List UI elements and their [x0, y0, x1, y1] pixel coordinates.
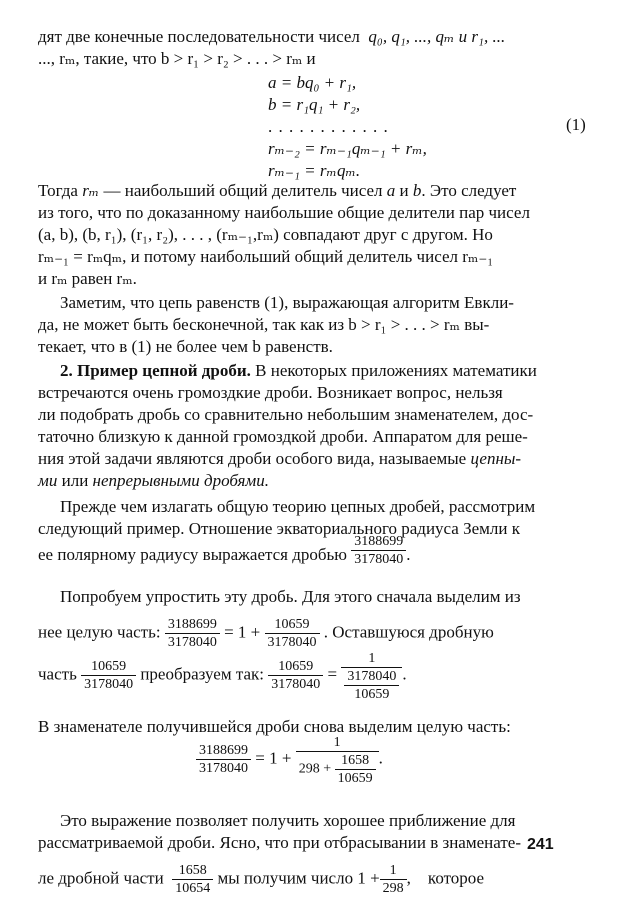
text-line: ..., rₘ, такие, что b > r₁ > r₂ > . . . > rₘ и: [38, 49, 316, 68]
equation-number: (1): [566, 115, 586, 134]
fraction: $\frac{3188699}{3178040}$: [196, 742, 251, 777]
text-line: Прежде чем излагать общую теорию цепных дробей, рассмотрим: [60, 497, 536, 516]
text-line: из того, что по доказанному наибольшие общие делители пар чисел: [38, 203, 530, 222]
text-line: встречаются очень громоздкие дроби. Возникает вопрос, нельзя: [38, 383, 503, 402]
fraction: $\frac{3178040}{10659}$: [344, 668, 399, 703]
text-line: ми или непрерывными дробями.: [38, 471, 270, 490]
compound-fraction: 1 298 + $\frac{1658}{10659}$: [296, 734, 379, 787]
equation-line: rₘ₋₂ = rₘ₋₁qₘ₋₁ + rₘ,: [268, 139, 427, 158]
text-line: таточно близкую к данной громоздкой дроби. Аппаратом для реше-: [38, 427, 528, 446]
fraction: $\frac{3188699}{3178040}$: [165, 616, 220, 651]
text-line: часть $\frac{10659}{3178040}$ преобразуем так: $\frac{10659}{3178040}$ = $\frac{1}{\frac{3178040}{10659}}$ .: [38, 651, 407, 702]
text-line: ее полярному радиусу выражается дробью $\frac{3188699}{3178040}$ .: [38, 533, 411, 567]
text-line: нее целую часть: $\frac{3188699}{3178040}$ = 1 + $\frac{10659}{3178040}$ . Оставшуюся дробную: [38, 617, 494, 650]
text-line: Это выражение позволяет получить хорошее приближение для: [60, 811, 516, 830]
equation-line: rₘ₋₁ = rₘqₘ.: [268, 161, 361, 180]
text-line: (a, b), (b, r₁), (r₁, r₂), . . . , (rₘ₋₁,rₘ) совпадают друг с другом. Но: [38, 225, 493, 244]
text-line: и rₘ равен rₘ.: [38, 269, 137, 288]
section-heading-line: 2. Пример цепной дроби. В некоторых приложениях математики: [60, 361, 537, 380]
text-line: rₘ₋₁ = rₘqₘ, и потому наибольший общий делитель чисел rₘ₋₁: [38, 247, 494, 266]
text-line: дят две конечные последовательности чисел q₀, q₁, ..., qₘ и r₁, ...: [38, 27, 506, 46]
fraction: $\frac{1658}{10659}$: [335, 752, 376, 787]
text-line: Заметим, что цепь равенств (1), выражающая алгоритм Евкли-: [60, 293, 514, 312]
section-title: 2. Пример цепной дроби.: [60, 361, 251, 380]
fraction: $\frac{3188699}{3178040}$: [351, 533, 406, 568]
page-number: 241: [527, 836, 554, 853]
text-line: Попробуем упростить эту дробь. Для этого сначала выделим из: [60, 587, 521, 606]
fraction: $\frac{10659}{3178040}$: [268, 658, 323, 693]
text-line: ния этой задачи являются дроби особого вида, называемые цепны-: [38, 449, 522, 468]
text-line: да, не может быть бесконечной, так как из b > r₁ > . . . > rₘ вы-: [38, 315, 490, 334]
text-line: ли подобрать дробь со сравнительно небольшим знаменателем, дос-: [38, 405, 534, 424]
text-line: следующий пример. Отношение экваториального радиуса Земли к: [38, 519, 521, 538]
continued-fraction-equation: $\frac{3188699}{3178040}$ = 1 + 1 298 + $\frac{1658}{10659}$ .: [196, 742, 383, 787]
text-line: В знаменателе получившейся дроби снова выделим целую часть:: [38, 717, 511, 736]
text-line: рассматриваемой дроби. Ясно, что при отбрасывании в знаменате-: [38, 833, 521, 852]
text-line: ле дробной части $\frac{1658}{10654}$ мы получим число 1 + $\frac{1}{298}$ , которое: [38, 863, 485, 896]
text-line: Тогда rₘ — наибольший общий делитель чисел a и b. Это следует: [38, 181, 517, 200]
compound-fraction: $\frac{1}{\frac{3178040}{10659}}$: [341, 650, 402, 703]
fraction: $\frac{10659}{3178040}$: [265, 616, 320, 651]
equation-ellipsis: . . . . . . . . . . . .: [268, 117, 389, 136]
equation-line: b = r₁q₁ + r₂,: [268, 95, 361, 114]
fraction: $\frac{10659}{3178040}$: [81, 658, 136, 693]
fraction: $\frac{1658}{10654}$: [172, 862, 213, 897]
text-line: текает, что в (1) не более чем b равенств.: [38, 337, 333, 356]
fraction: $\frac{1}{298}$: [380, 862, 407, 897]
equation-line: a = bq₀ + r₁,: [268, 73, 357, 92]
